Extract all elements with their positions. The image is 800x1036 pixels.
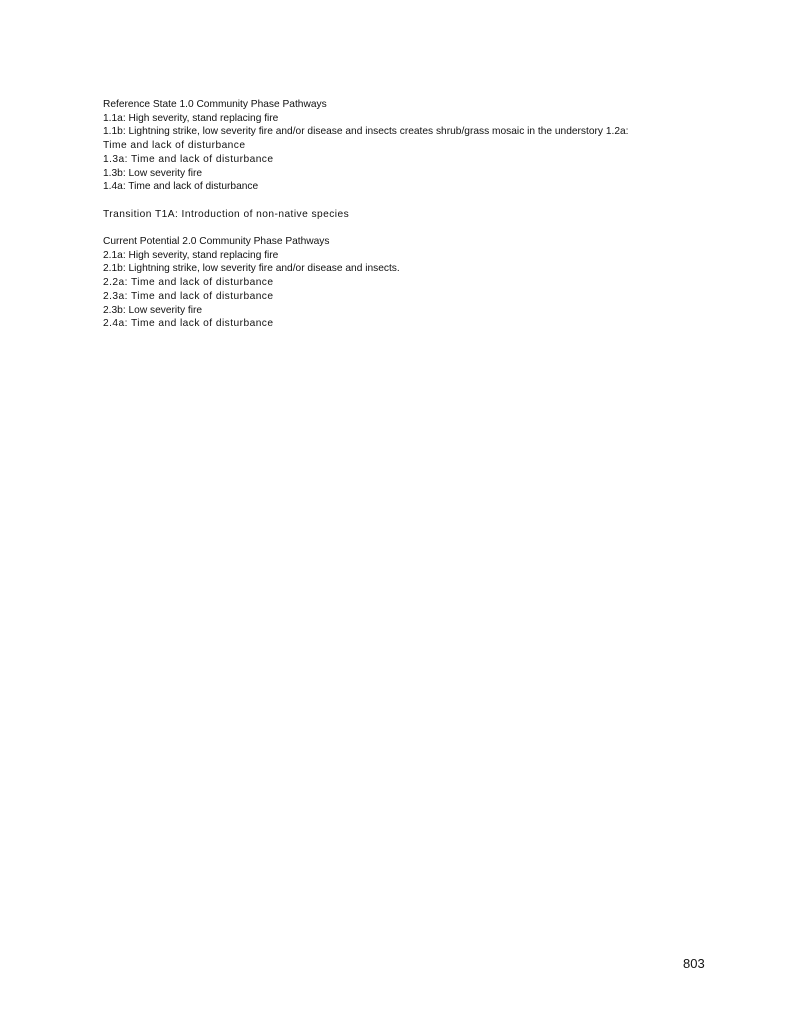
page-number: 803 xyxy=(683,956,705,971)
reference-state-section xyxy=(103,98,703,194)
pathway-line: 1.3b: Low severity fire xyxy=(103,167,203,179)
pathway-line: 1.4a: Time and lack of disturbance xyxy=(103,181,259,193)
pathway-line: 2.3a: Time and lack of disturbance xyxy=(103,290,274,302)
pathway-line: 2.1a: High severity, stand replacing fire xyxy=(103,249,279,261)
current-potential-section xyxy=(103,235,703,331)
section-heading: Reference State 1.0 Community Phase Pathways xyxy=(103,99,327,110)
pathway-line: 2.4a: Time and lack of disturbance xyxy=(103,318,274,330)
pathway-line: 2.2a: Time and lack of disturbance xyxy=(103,277,274,289)
pathway-line: 1.1b: Lightning strike, low severity fire and/or disease and insects creates shrub/grass mosaic in the understory 1.2a: xyxy=(103,126,629,138)
document-body xyxy=(103,98,703,331)
section-heading: Current Potential 2.0 Community Phase Pathways xyxy=(103,236,330,247)
transition-line: Transition T1A: Introduction of non-native species xyxy=(103,208,350,220)
pathway-line: 1.1a: High severity, stand replacing fire xyxy=(103,112,279,124)
pathway-line: 2.3b: Low severity fire xyxy=(103,304,203,316)
transition-section xyxy=(103,208,703,222)
pathway-line: 1.3a: Time and lack of disturbance xyxy=(103,153,274,165)
pathway-line: 2.1b: Lightning strike, low severity fire and/or disease and insects. xyxy=(103,263,400,275)
pathway-line: Time and lack of disturbance xyxy=(103,140,246,152)
